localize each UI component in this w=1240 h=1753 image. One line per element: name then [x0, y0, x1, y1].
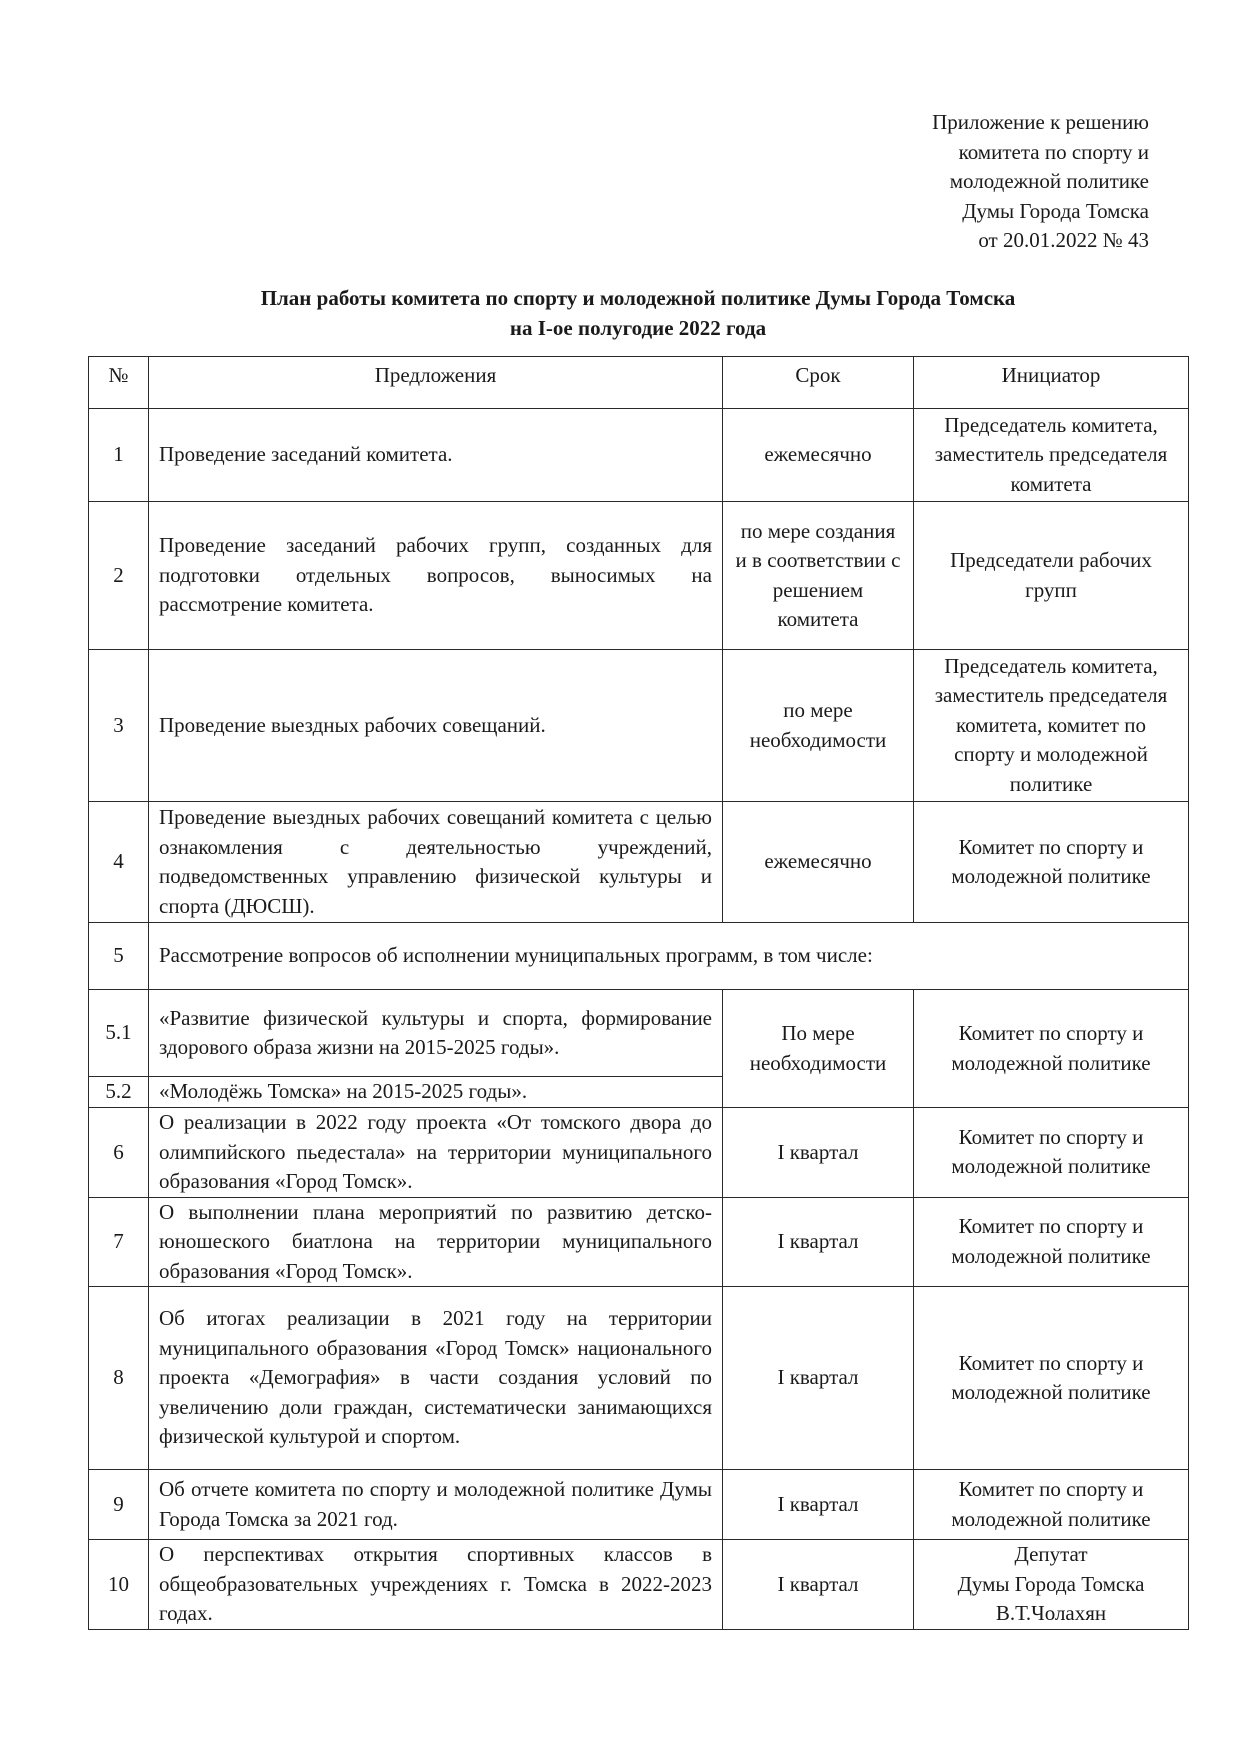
- table-row: [89, 1197, 1189, 1287]
- row-proposal: О реализации в 2022 году проекта «От томского двора до олимпийского пьедестала» на территории муниципального образования «Город Томск».: [149, 1108, 723, 1198]
- approval-block: [932, 108, 1149, 256]
- table-header-row: [89, 357, 1189, 409]
- row-deadline: I квартал: [723, 1287, 914, 1470]
- table-row: [89, 1540, 1189, 1630]
- row-initiator: Председатель комитета, заместитель председателя комитета: [914, 409, 1189, 502]
- row-proposal: «Молодёжь Томска» на 2015-2025 годы».: [149, 1077, 723, 1108]
- initiator-line: Депутат: [1014, 1542, 1088, 1566]
- row-proposal: Проведение выездных рабочих совещаний комитета с целью ознакомления с деятельностью учреждений, подведомственных управлению физической культуры и спорта (ДЮСШ).: [149, 802, 723, 923]
- row-deadline: I квартал: [723, 1197, 914, 1287]
- row-num: 2: [89, 502, 149, 650]
- row-num: 10: [89, 1540, 149, 1630]
- header-deadline: Срок: [723, 357, 914, 409]
- row-num: 3: [89, 650, 149, 802]
- row-num: 5.2: [89, 1077, 149, 1108]
- row-initiator: Председатели рабочих групп: [914, 502, 1189, 650]
- row-initiator: [914, 1540, 1189, 1630]
- row-initiator: Комитет по спорту и молодежной политике: [914, 1287, 1189, 1470]
- document-title: [88, 283, 1188, 343]
- row-deadline: I квартал: [723, 1108, 914, 1198]
- row-deadline: по мере необходимости: [723, 650, 914, 802]
- row-initiator: Председатель комитета, заместитель председателя комитета, комитет по спорту и молодежной политике: [914, 650, 1189, 802]
- approval-line: Приложение к решению: [932, 110, 1149, 134]
- row-proposal: Об итогах реализации в 2021 году на территории муниципального образования «Город Томск» национального проекта «Демография» в части создания условий по увеличению доли граждан, систематически занимающихся физической культурой и спортом.: [149, 1287, 723, 1470]
- table-row: [89, 990, 1189, 1077]
- table-row: [89, 1108, 1189, 1198]
- title-line-2: на I-ое полугодие 2022 года: [509, 316, 767, 340]
- row-proposal: О выполнении плана мероприятий по развитию детско-юношеского биатлона на территории муниципального образования «Город Томск».: [149, 1197, 723, 1287]
- table-row: [89, 409, 1189, 502]
- row-deadline: ежемесячно: [723, 802, 914, 923]
- approval-line: Думы Города Томска: [962, 198, 1149, 223]
- row-deadline: I квартал: [723, 1540, 914, 1630]
- row-num: 5: [89, 923, 149, 990]
- table-row: [89, 1470, 1189, 1540]
- row-num: 6: [89, 1108, 149, 1198]
- row-proposal: Проведение заседаний комитета.: [149, 409, 723, 502]
- row-num: 1: [89, 409, 149, 502]
- row-proposal: Проведение заседаний рабочих групп, созданных для подготовки отдельных вопросов, выносимых на рассмотрение комитета.: [149, 502, 723, 650]
- row-deadline: по мере создания и в соответствии с решением комитета: [723, 502, 914, 650]
- table-row: [89, 650, 1189, 802]
- table-row: [89, 802, 1189, 923]
- row-num: 9: [89, 1470, 149, 1540]
- approval-line: от 20.01.2022 № 43: [978, 228, 1149, 252]
- approval-line: молодежной политике: [949, 169, 1149, 193]
- initiator-line: Думы Города Томска: [957, 1571, 1145, 1596]
- table-row-section: [89, 923, 1189, 990]
- row-initiator: Комитет по спорту и молодежной политике: [914, 1470, 1189, 1540]
- table-row: [89, 1287, 1189, 1470]
- row-proposal: Об отчете комитета по спорту и молодежной политике Думы Города Томска за 2021 год.: [149, 1470, 723, 1540]
- approval-line: комитета по спорту и: [958, 139, 1149, 164]
- row-proposal: Проведение выездных рабочих совещаний.: [149, 650, 723, 802]
- row-num: 4: [89, 802, 149, 923]
- table-row: [89, 502, 1189, 650]
- row-initiator: Комитет по спорту и молодежной политике: [914, 1197, 1189, 1287]
- row-initiator: Комитет по спорту и молодежной политике: [914, 802, 1189, 923]
- header-proposal: Предложения: [149, 357, 723, 409]
- work-plan-table: [88, 356, 1189, 1630]
- row-initiator: Комитет по спорту и молодежной политике: [914, 1108, 1189, 1198]
- section-heading: Рассмотрение вопросов об исполнении муниципальных программ, в том числе:: [149, 923, 1189, 990]
- title-line-1: План работы комитета по спорту и молодежной политике Думы Города Томска: [260, 286, 1016, 310]
- header-num: №: [89, 357, 149, 409]
- row-num: 5.1: [89, 990, 149, 1077]
- row-deadline: I квартал: [723, 1470, 914, 1540]
- row-proposal: «Развитие физической культуры и спорта, формирование здорового образа жизни на 2015-2025 годы».: [149, 990, 723, 1077]
- row-num: 8: [89, 1287, 149, 1470]
- row-initiator: Комитет по спорту и молодежной политике: [914, 990, 1189, 1108]
- row-deadline: По мере необходимости: [723, 990, 914, 1108]
- initiator-line: В.Т.Чолахян: [995, 1601, 1107, 1625]
- row-proposal: О перспективах открытия спортивных классов в общеобразовательных учреждениях г. Томска в 2022-2023 годах.: [149, 1540, 723, 1630]
- row-num: 7: [89, 1197, 149, 1287]
- header-initiator: Инициатор: [914, 357, 1189, 409]
- row-deadline: ежемесячно: [723, 409, 914, 502]
